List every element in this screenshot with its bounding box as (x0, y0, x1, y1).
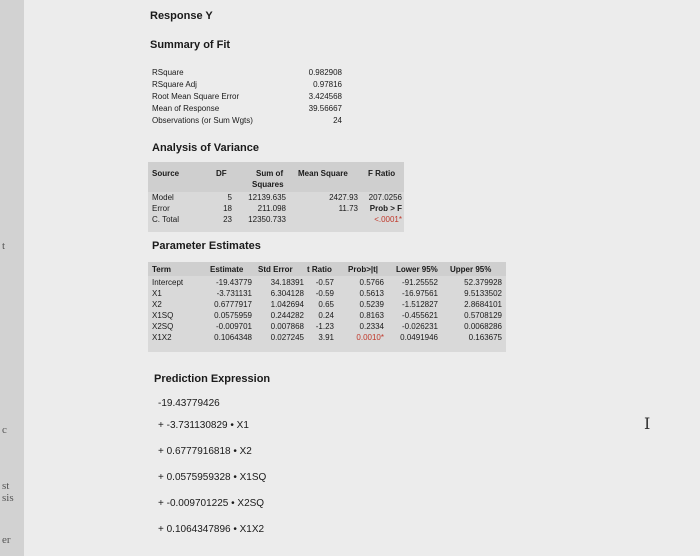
anova-cell: 12139.635 (248, 193, 286, 202)
params-cell-hi: 0.0068286 (464, 322, 502, 331)
params-cell-est: 0.6777917 (214, 300, 252, 309)
summary-label: RSquare (152, 68, 184, 77)
params-col-upper: Upper 95% (450, 265, 492, 274)
strip-text-5: er (2, 534, 11, 546)
left-panel-strip (0, 0, 25, 556)
summary-label: Mean of Response (152, 104, 220, 113)
params-cell-se: 0.244282 (270, 311, 304, 320)
params-cell-term: X1 (152, 289, 162, 298)
params-cell-term: X1X2 (152, 333, 172, 342)
anova-cell: 5 (227, 193, 232, 202)
params-cell-lo: 0.0491946 (400, 333, 438, 342)
anova-cell: C. Total (152, 215, 179, 224)
summary-value: 0.97816 (313, 80, 342, 89)
anova-cell: Model (152, 193, 174, 202)
anova-cell: 211.098 (257, 204, 286, 213)
anova-heading[interactable]: Analysis of Variance (152, 142, 259, 154)
params-cell-hi: 0.5708129 (464, 311, 502, 320)
prediction-heading[interactable]: Prediction Expression (154, 373, 271, 385)
anova-cell: Error (152, 204, 170, 213)
params-cell-t: 3.91 (318, 333, 334, 342)
params-col-estimate: Estimate (210, 265, 244, 274)
params-cell-t: 0.24 (318, 311, 334, 320)
prediction-line: -19.43779426 (158, 398, 220, 409)
params-cell-t: 0.65 (318, 300, 334, 309)
strip-text-2: c (2, 424, 7, 436)
anova-col-f: F Ratio (368, 169, 396, 178)
prediction-line: + 0.6777916818 • X2 (158, 446, 252, 457)
params-cell-lo: -1.512827 (401, 300, 438, 309)
summary-value: 3.424568 (308, 92, 342, 101)
params-cell-t: -1.23 (315, 322, 334, 331)
summary-value: 0.982908 (308, 68, 342, 77)
prediction-line: + -0.009701225 • X2SQ (158, 498, 265, 509)
anova-cell: 18 (223, 204, 232, 213)
summary-heading[interactable]: Summary of Fit (150, 39, 231, 51)
summary-label: Observations (or Sum Wgts) (152, 116, 253, 125)
params-col-stderr: Std Error (258, 265, 293, 274)
params-cell-hi: 52.379928 (464, 278, 502, 287)
anova-cell: Prob > F (369, 204, 402, 213)
strip-text-4: sis (2, 492, 14, 504)
params-cell-lo: -0.455621 (401, 311, 438, 320)
params-cell-p: 0.2334 (359, 322, 384, 331)
summary-value: 39.56667 (308, 104, 342, 113)
params-cell-term: Intercept (152, 278, 184, 287)
params-cell-t: -0.57 (315, 278, 334, 287)
params-cell-se: 0.027245 (270, 333, 304, 342)
anova-cell: <.0001* (374, 215, 402, 224)
report-sheet (24, 0, 700, 556)
params-cell-lo: -16.97561 (401, 289, 438, 298)
params-cell-term: X1SQ (152, 311, 174, 320)
anova-cell: 2427.93 (329, 193, 358, 202)
params-cell-se: 1.042694 (270, 300, 304, 309)
prediction-line: + 0.1064347896 • X1X2 (158, 524, 265, 535)
anova-col-source: Source (152, 169, 180, 178)
anova-col-ss: Sum of (256, 169, 284, 178)
params-cell-est: 0.1064348 (214, 333, 252, 342)
anova-cell: 12350.733 (248, 215, 286, 224)
anova-cell: 23 (223, 215, 232, 224)
params-heading[interactable]: Parameter Estimates (152, 240, 261, 252)
params-cell-p: 0.5239 (359, 300, 384, 309)
params-cell-p: 0.5613 (359, 289, 384, 298)
anova-cell: 207.0256 (368, 193, 402, 202)
params-cell-t: -0.59 (315, 289, 334, 298)
text-cursor-icon: I (644, 414, 651, 433)
params-cell-hi: 0.163675 (468, 333, 502, 342)
prediction-line: + 0.0575959328 • X1SQ (158, 472, 267, 483)
summary-label: Root Mean Square Error (152, 92, 240, 101)
params-col-term: Term (152, 265, 171, 274)
summary-label: RSquare Adj (152, 80, 197, 89)
params-cell-lo: -0.026231 (401, 322, 438, 331)
anova-col-df: DF (216, 169, 227, 178)
params-cell-p: 0.8163 (359, 311, 384, 320)
params-col-tratio: t Ratio (307, 265, 332, 274)
params-cell-hi: 2.8684101 (464, 300, 502, 309)
summary-value: 24 (333, 116, 342, 125)
anova-cell: 11.73 (338, 204, 358, 213)
params-cell-term: X2 (152, 300, 162, 309)
params-cell-p: 0.0010* (356, 333, 384, 342)
strip-text-1: t (2, 240, 6, 252)
params-cell-est: -0.009701 (215, 322, 252, 331)
params-cell-se: 6.304128 (270, 289, 304, 298)
strip-text-3: st (2, 480, 10, 492)
prediction-line: + -3.731130829 • X1 (158, 420, 249, 431)
params-cell-se: 34.18391 (270, 278, 304, 287)
anova-col-ss-2: Squares (252, 180, 284, 189)
report-title[interactable]: Response Y (150, 10, 213, 22)
params-col-lower: Lower 95% (396, 265, 438, 274)
params-col-prob: Prob>|t| (348, 265, 379, 274)
params-cell-hi: 9.5133502 (464, 289, 502, 298)
params-cell-est: 0.0575959 (214, 311, 252, 320)
params-cell-term: X2SQ (152, 322, 174, 331)
params-cell-p: 0.5766 (359, 278, 384, 287)
anova-col-ms: Mean Square (298, 169, 348, 178)
params-cell-est: -3.731131 (216, 289, 252, 298)
params-cell-se: 0.007868 (270, 322, 304, 331)
params-cell-est: -19.43779 (215, 278, 252, 287)
params-cell-lo: -91.25552 (401, 278, 438, 287)
